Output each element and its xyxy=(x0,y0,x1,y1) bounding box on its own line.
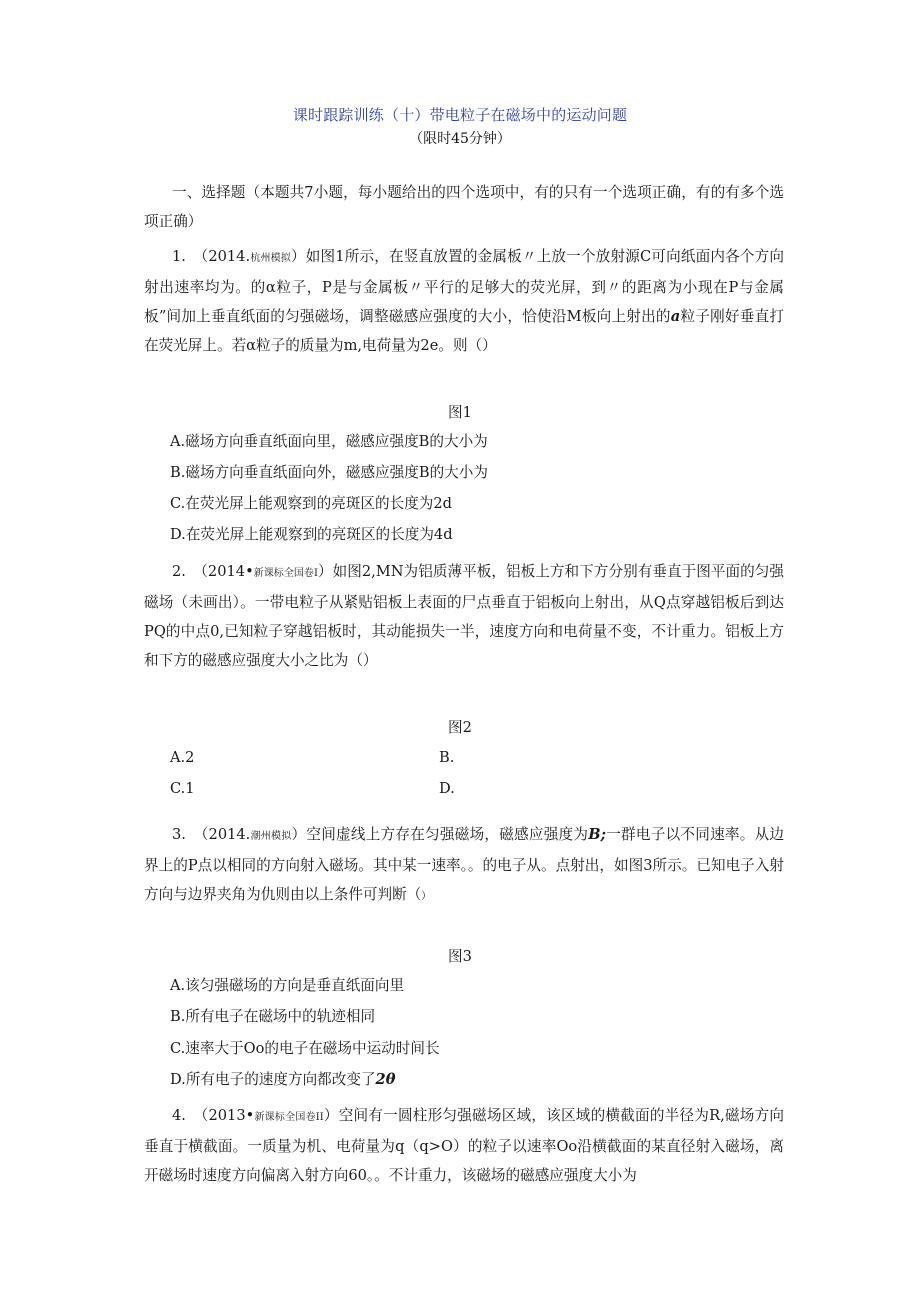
q3-option-c: C.速率大于Oo的电子在磁场中运动时间长 xyxy=(170,1040,440,1057)
q3-option-d-text: D.所有电子的速度方向都改变了 xyxy=(170,1071,376,1088)
page-title: 课时跟踪训练（十）带电粒子在磁场中的运动问题 xyxy=(292,106,628,124)
q3-option-a: A.该匀强磁场的方向是垂直纸面向里 xyxy=(170,977,405,994)
section-heading: 一、选择题（本题共7小题，每小题给出的四个选项中，有的只有一个选项正确，有的有多个选项正确） xyxy=(144,184,784,230)
q2-option-c: C.1 xyxy=(170,780,195,797)
question-4 xyxy=(144,1101,784,1190)
question-2-source: 新课标全国卷I xyxy=(253,568,318,579)
b-symbol: B; xyxy=(588,826,606,843)
question-4-number: 4. （2013• xyxy=(172,1107,255,1124)
q2-option-a: A.2 xyxy=(170,749,195,766)
question-1-body: ）如图1所示，在竖直放置的金属板〃上放一个放射源C可向纸面内各个方向射出速率均为。的α粒子，P是与金属板〃平行的足够大的荧光屏，到〃的距离为小现在P与金属板”间加上垂直纸面的匀强磁场，调整磁感应强度的大小，恰使沿M板向上射出的 xyxy=(144,248,785,325)
figure-1-caption: 图1 xyxy=(448,404,472,421)
q1-option-b: B.磁场方向垂直纸面向外，磁感应强度B的大小为 xyxy=(170,464,488,481)
question-1-number: 1. （2014. xyxy=(172,248,251,265)
q1-option-a: A.磁场方向垂直纸面向里，磁感应强度B的大小为 xyxy=(170,433,488,450)
question-2-body: ）如图2,MN为铝质薄平板，铝板上方和下方分别有垂直于图平面的匀强磁场（未画出）。一带电粒子从紧贴铝板上表面的尸点垂直于铝板向上射出，从Q点穿越铝板后到达PQ的中点0,已知粒子穿越铝板时，其动能损失一半，速度方向和电荷量不变，不计重力。铝板上方和下方的磁感应强度大小之比为（） xyxy=(144,563,785,669)
question-2 xyxy=(144,557,784,675)
question-4-source: 新课标全国卷II xyxy=(254,1112,324,1123)
q2-option-b: B. xyxy=(439,749,455,766)
q1-option-c: C.在荧光屏上能观察到的亮斑区的长度为2d xyxy=(170,495,453,512)
alpha-symbol: a xyxy=(670,308,681,325)
question-1-source: 杭州模拟 xyxy=(250,253,291,264)
question-3-number: 3. （2014. xyxy=(172,826,251,843)
figure-2-caption: 图2 xyxy=(448,719,472,736)
time-limit: （限时45分钟） xyxy=(409,131,511,147)
two-theta-symbol: 2θ xyxy=(375,1071,396,1088)
question-3-source: 潮州模拟 xyxy=(250,831,292,842)
question-3-body-a: ）空间虚线上方存在匀强磁场，磁感应强度为 xyxy=(291,826,589,843)
question-1-body-end: 粒子刚好垂直打在荧光屏上。若α粒子的质量为m,电荷量为2e。则（） xyxy=(144,308,784,354)
q3-option-b: B.所有电子在磁场中的轨迹相同 xyxy=(170,1008,376,1025)
figure-3-caption: 图3 xyxy=(448,948,472,965)
question-1 xyxy=(144,242,784,360)
question-2-number: 2. （2014• xyxy=(172,563,254,580)
question-4-body: ）空间有一圆柱形匀强磁场区域，该区域的横截面的半径为R,磁场方向垂直于横截面。一质量为机、电荷量为q（q>O）的粒子以速率Oo沿横截面的某直径射入磁场，离开磁场时速度方向偏离入射方向60。。不计重力，该磁场的磁感应强度大小为 xyxy=(144,1107,784,1184)
question-3-paren: ） xyxy=(421,891,432,902)
q3-option-d xyxy=(170,1070,395,1090)
q1-option-d: D.在荧光屏上能观察到的亮斑区的长度为4d xyxy=(170,526,453,543)
question-3 xyxy=(144,820,784,911)
question-3-body-b: 一群电子以不同速率。从边界上的P点以相同的方向射入磁场。其中某一速率。。的电子从。点射出，如图3所示。已知电子入射方向与边界夹角为仇则由以上条件可判断（ xyxy=(144,826,785,903)
q2-option-d: D. xyxy=(439,780,455,797)
